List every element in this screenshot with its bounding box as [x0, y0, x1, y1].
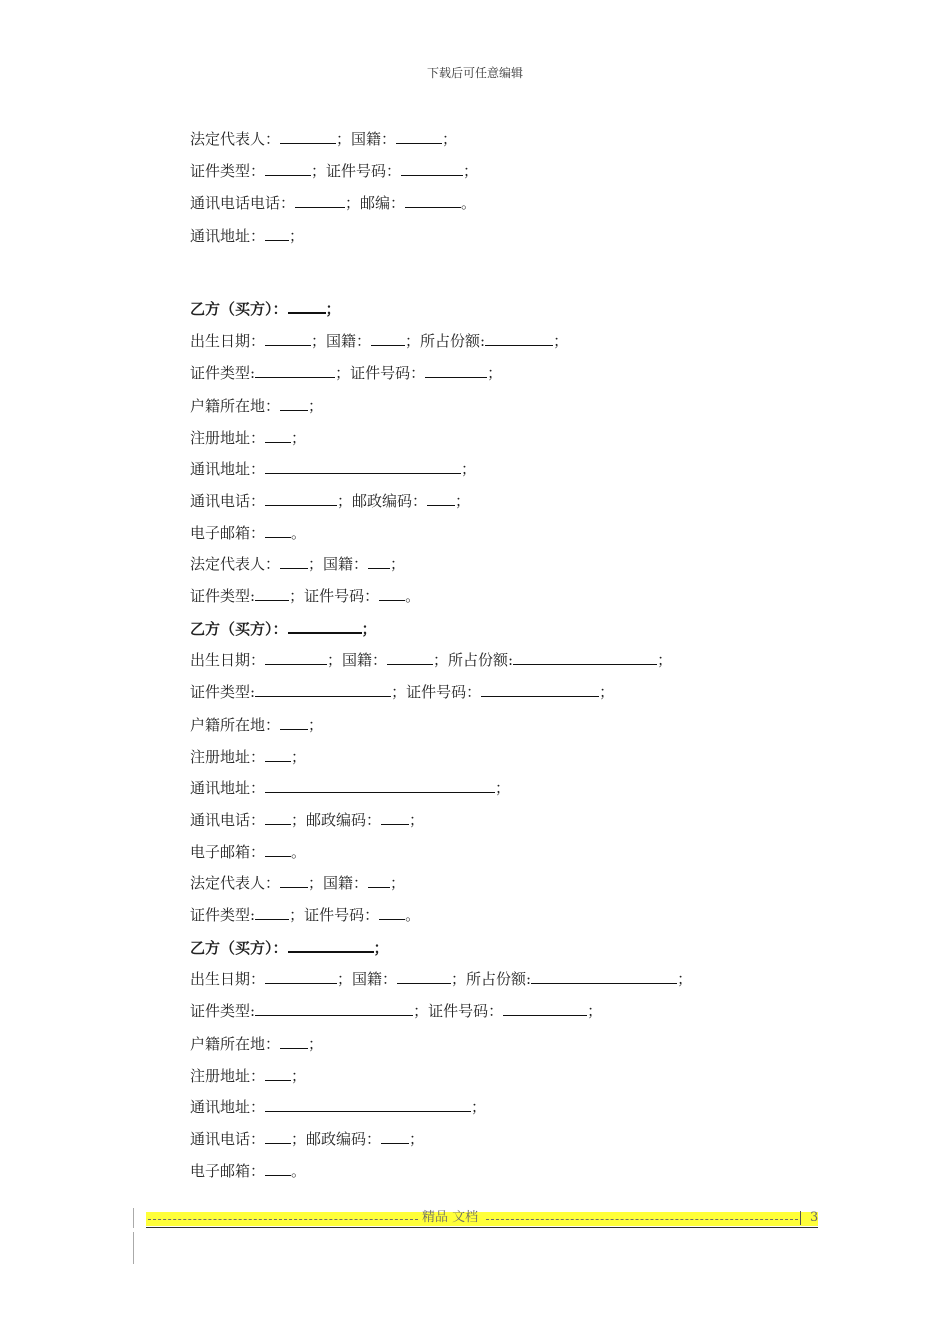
- field-label: ；: [325, 300, 341, 318]
- field-label: 注册地址：: [190, 1067, 266, 1085]
- fill-in-blank[interactable]: [255, 585, 289, 601]
- party-heading: [190, 936, 389, 960]
- field-label: ；国籍：: [337, 970, 398, 988]
- field-label: 法定代表人：: [190, 130, 281, 148]
- fill-in-blank[interactable]: [265, 427, 291, 443]
- field-label: 注册地址：: [190, 748, 266, 766]
- fill-in-blank[interactable]: [280, 872, 308, 888]
- field-label: ；: [461, 460, 477, 478]
- field-label: ；: [361, 620, 377, 638]
- form-line: [190, 394, 323, 418]
- field-label: 乙方（买方）：: [190, 620, 288, 638]
- field-label: ；: [587, 1002, 603, 1020]
- form-line: [190, 584, 420, 608]
- fill-in-blank[interactable]: [265, 809, 291, 825]
- field-label: 乙方（买方）：: [190, 300, 288, 318]
- field-label: 注册地址：: [190, 429, 266, 447]
- form-line: [190, 489, 470, 513]
- fill-in-blank[interactable]: [503, 1000, 587, 1016]
- form-line: [190, 1159, 306, 1183]
- fill-in-blank[interactable]: [265, 649, 327, 665]
- field-label: 户籍所在地：: [190, 716, 281, 734]
- form-line: [190, 457, 476, 481]
- field-label: ；国籍：: [308, 874, 369, 892]
- fill-in-blank[interactable]: [265, 458, 461, 474]
- fill-in-blank[interactable]: [401, 160, 463, 176]
- form-line: [190, 776, 510, 800]
- footer-text: 精品 文档: [422, 1210, 479, 1225]
- fill-in-blank[interactable]: [381, 1128, 409, 1144]
- field-label: ；国籍：: [336, 130, 397, 148]
- fill-in-blank[interactable]: [481, 681, 599, 697]
- fill-in-blank[interactable]: [381, 809, 409, 825]
- form-line: [190, 191, 476, 215]
- fill-in-blank[interactable]: [397, 968, 451, 984]
- field-label: ；证件号码：: [311, 162, 402, 180]
- field-label: 电子邮箱：: [190, 524, 266, 542]
- field-label: 证件类型：: [190, 162, 266, 180]
- fill-in-blank[interactable]: [255, 362, 335, 378]
- field-label: ；所占份额:: [433, 651, 514, 669]
- field-label: 。: [461, 194, 477, 212]
- fill-in-blank[interactable]: [265, 490, 337, 506]
- field-label: 证件类型:: [190, 587, 256, 605]
- field-label: 通讯电话电话：: [190, 194, 296, 212]
- fill-in-blank[interactable]: [531, 968, 677, 984]
- field-label: 通讯电话：: [190, 1130, 266, 1148]
- fill-in-blank[interactable]: [288, 297, 326, 314]
- field-label: ；证件号码：: [391, 683, 482, 701]
- fill-in-blank[interactable]: [265, 522, 291, 538]
- field-label: 法定代表人：: [190, 874, 281, 892]
- field-label: 乙方（买方）：: [190, 939, 288, 957]
- field-label: 。: [405, 906, 421, 924]
- party-heading: [190, 297, 341, 321]
- field-label: ；: [409, 811, 425, 829]
- field-label: 。: [291, 843, 307, 861]
- form-line: [190, 871, 405, 895]
- field-label: 通讯电话：: [190, 811, 266, 829]
- fill-in-blank[interactable]: [280, 1033, 308, 1049]
- fill-in-blank[interactable]: [368, 872, 390, 888]
- fill-in-blank[interactable]: [288, 617, 362, 634]
- field-label: 证件类型:: [190, 906, 256, 924]
- footer-dash-left: [148, 1219, 418, 1220]
- field-label: ；: [291, 1067, 307, 1085]
- fill-in-blank[interactable]: [265, 330, 311, 346]
- field-label: 户籍所在地：: [190, 1035, 281, 1053]
- field-label: ；: [308, 716, 324, 734]
- fill-in-blank[interactable]: [387, 649, 433, 665]
- field-label: ；: [463, 162, 479, 180]
- field-label: ；邮政编码：: [291, 1130, 382, 1148]
- field-label: 。: [291, 524, 307, 542]
- fill-in-blank[interactable]: [265, 841, 291, 857]
- fill-in-blank[interactable]: [280, 395, 308, 411]
- field-label: 通讯地址：: [190, 460, 266, 478]
- form-line: [190, 903, 420, 927]
- page-number: 3: [810, 1210, 819, 1225]
- field-label: 证件类型:: [190, 683, 256, 701]
- fill-in-blank[interactable]: [288, 936, 374, 953]
- field-label: 通讯地址：: [190, 779, 266, 797]
- form-line: [190, 999, 602, 1023]
- field-label: ；邮编：: [345, 194, 406, 212]
- fill-in-blank[interactable]: [280, 714, 308, 730]
- form-line: [190, 426, 306, 450]
- field-label: ；国籍：: [327, 651, 388, 669]
- field-label: ；: [390, 555, 406, 573]
- form-line: [190, 552, 405, 576]
- field-label: 。: [405, 587, 421, 605]
- fill-in-blank[interactable]: [396, 128, 442, 144]
- field-label: ；所占份额:: [405, 332, 486, 350]
- field-label: ；证件号码：: [289, 587, 380, 605]
- form-line: [190, 1127, 424, 1151]
- field-label: ；邮政编码：: [337, 492, 428, 510]
- footer-dash-right: [486, 1219, 798, 1220]
- field-label: 电子邮箱：: [190, 1162, 266, 1180]
- field-label: ；: [657, 651, 673, 669]
- field-label: 出生日期：: [190, 332, 266, 350]
- fill-in-blank[interactable]: [265, 777, 495, 793]
- form-line: [190, 840, 306, 864]
- fill-in-blank[interactable]: [425, 362, 487, 378]
- field-label: ；邮政编码：: [291, 811, 382, 829]
- fill-in-blank[interactable]: [368, 553, 390, 569]
- field-label: ；: [495, 779, 511, 797]
- fill-in-blank[interactable]: [405, 192, 461, 208]
- fill-in-blank[interactable]: [379, 904, 405, 920]
- field-label: ；: [291, 429, 307, 447]
- field-label: ；证件号码：: [335, 364, 426, 382]
- fill-in-blank[interactable]: [265, 1160, 291, 1176]
- margin-mark-top: [133, 1208, 134, 1228]
- form-line: [190, 224, 304, 248]
- field-label: ；: [471, 1098, 487, 1116]
- form-line: [190, 127, 457, 151]
- fill-in-blank[interactable]: [255, 681, 391, 697]
- form-line: [190, 521, 306, 545]
- field-label: 户籍所在地：: [190, 397, 281, 415]
- field-label: ；: [553, 332, 569, 350]
- form-line: [190, 808, 424, 832]
- footer-separator: [800, 1211, 801, 1225]
- field-label: 通讯地址：: [190, 227, 266, 245]
- field-label: ；: [308, 397, 324, 415]
- form-line: [190, 159, 478, 183]
- field-label: 出生日期：: [190, 651, 266, 669]
- field-label: ；: [455, 492, 471, 510]
- fill-in-blank[interactable]: [265, 968, 337, 984]
- field-label: ；证件号码：: [289, 906, 380, 924]
- field-label: ；: [289, 227, 305, 245]
- fill-in-blank[interactable]: [427, 490, 455, 506]
- field-label: ；国籍：: [311, 332, 372, 350]
- footer-rule: [146, 1227, 818, 1228]
- field-label: ；: [373, 939, 389, 957]
- field-label: ；国籍：: [308, 555, 369, 573]
- field-label: ；证件号码：: [413, 1002, 504, 1020]
- field-label: ；: [442, 130, 458, 148]
- field-label: ；: [599, 683, 615, 701]
- field-label: 通讯地址：: [190, 1098, 266, 1116]
- field-label: 证件类型:: [190, 1002, 256, 1020]
- field-label: 出生日期：: [190, 970, 266, 988]
- field-label: ；: [291, 748, 307, 766]
- fill-in-blank[interactable]: [265, 746, 291, 762]
- form-line: [190, 1064, 306, 1088]
- fill-in-blank[interactable]: [265, 1128, 291, 1144]
- form-line: [190, 713, 323, 737]
- form-line: [190, 967, 692, 991]
- party-heading: [190, 617, 377, 641]
- fill-in-blank[interactable]: [280, 128, 336, 144]
- form-line: [190, 329, 568, 353]
- fill-in-blank[interactable]: [295, 192, 345, 208]
- field-label: ；: [390, 874, 406, 892]
- field-label: ；: [409, 1130, 425, 1148]
- fill-in-blank[interactable]: [280, 553, 308, 569]
- fill-in-blank[interactable]: [265, 225, 289, 241]
- form-line: [190, 680, 614, 704]
- fill-in-blank[interactable]: [371, 330, 405, 346]
- fill-in-blank[interactable]: [513, 649, 657, 665]
- field-label: ；所占份额:: [451, 970, 532, 988]
- page-header: 下载后可任意编辑: [426, 66, 523, 80]
- form-line: [190, 648, 672, 672]
- fill-in-blank[interactable]: [265, 160, 311, 176]
- fill-in-blank[interactable]: [379, 585, 405, 601]
- field-label: 。: [291, 1162, 307, 1180]
- field-label: ；: [677, 970, 693, 988]
- field-label: 证件类型:: [190, 364, 256, 382]
- fill-in-blank[interactable]: [255, 904, 289, 920]
- form-line: [190, 361, 502, 385]
- fill-in-blank[interactable]: [485, 330, 553, 346]
- field-label: ；: [487, 364, 503, 382]
- fill-in-blank[interactable]: [255, 1000, 413, 1016]
- margin-mark-bottom: [133, 1232, 134, 1264]
- field-label: 电子邮箱：: [190, 843, 266, 861]
- fill-in-blank[interactable]: [265, 1096, 471, 1112]
- form-line: [190, 1032, 323, 1056]
- field-label: 法定代表人：: [190, 555, 281, 573]
- fill-in-blank[interactable]: [265, 1065, 291, 1081]
- field-label: ；: [308, 1035, 324, 1053]
- form-line: [190, 1095, 486, 1119]
- form-line: [190, 745, 306, 769]
- field-label: 通讯电话：: [190, 492, 266, 510]
